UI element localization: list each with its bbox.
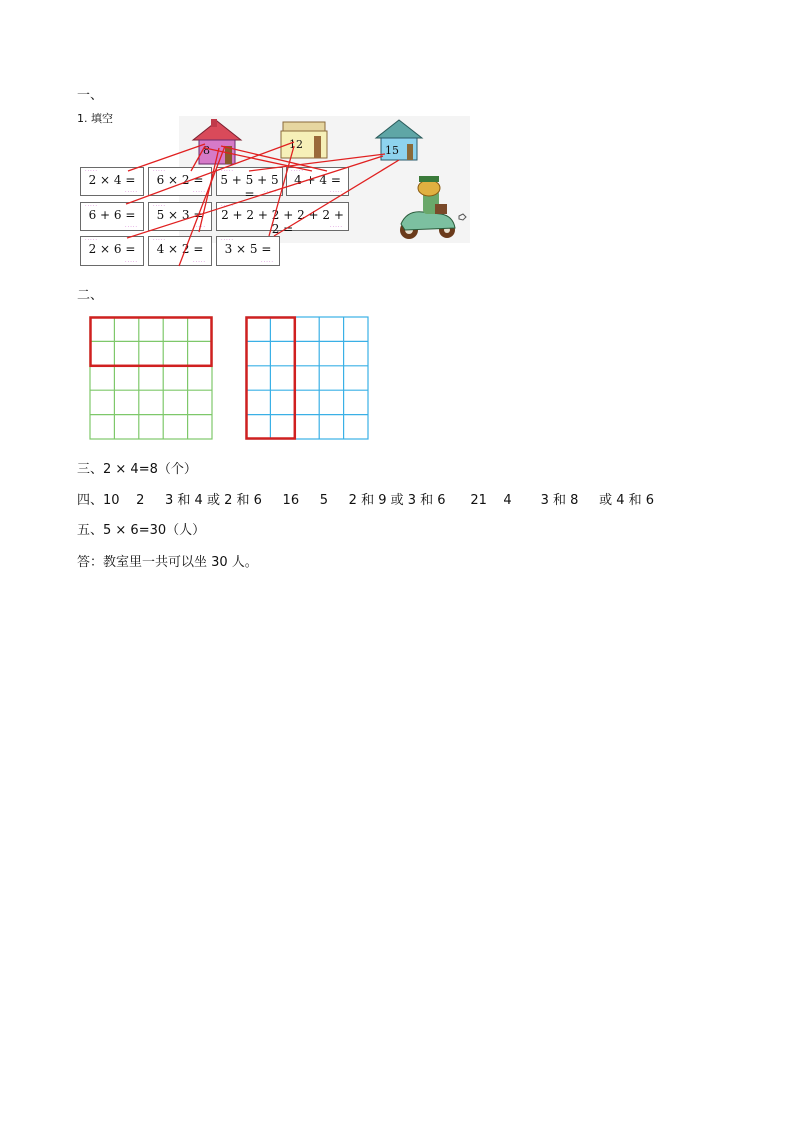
card-expression: 2 + 2 + 2 + 2 + 2 + 2 = [221, 208, 344, 236]
section-3-text: 三、2 × 4=8（个） [77, 462, 197, 477]
card-expression: 3 × 5 = [224, 242, 272, 256]
card-2x4: ····· 2 × 4 = ····· [80, 167, 144, 196]
card-expression: 2 × 6 = [88, 242, 136, 256]
section-1-label: 一、 [77, 88, 104, 103]
card-2x6: ····· 2 × 6 = ····· [80, 236, 144, 266]
card-6+6: ····· 6 + 6 = ····· [80, 202, 144, 231]
house-12-number: 12 [289, 138, 303, 151]
card-5+5+5: ····· 5 + 5 + 5 = ····· [216, 167, 283, 196]
answer-text: 答：教室里一共可以坐 30 人。 [77, 555, 258, 570]
section-5-text: 五、5 × 6=30（人） [77, 523, 206, 538]
section-4-text: 四、10 2 3 和 4 或 2 和 6 16 5 2 和 9 或 3 和 6 21 4 3 和 8 或 4 和 6 [77, 493, 655, 508]
card-4x2: ····· 4 × 2 = ····· [148, 236, 212, 266]
match-line [205, 148, 312, 171]
match-line [191, 146, 205, 171]
section-2-label: 二、 [77, 288, 104, 303]
card-3x5: ····· 3 × 5 = ····· [216, 236, 280, 266]
house-8-number: 8 [203, 144, 210, 157]
card-4+4: ····· 4 + 4 = ····· [286, 167, 349, 196]
card-expression: 5 + 5 + 5 = [220, 173, 279, 201]
match-line [199, 148, 219, 232]
card-expression: 5 × 3 = [156, 208, 204, 222]
match-line [179, 146, 225, 266]
card-expression: 6 × 2 = [156, 173, 204, 187]
match-line [126, 142, 294, 204]
card-6x2: ····· 6 × 2 = ····· [148, 167, 212, 196]
card-expression: 4 + 4 = [294, 173, 341, 187]
card-expression: 2 × 4 = [88, 173, 136, 187]
green-grid [89, 316, 215, 441]
house-15-number: 15 [385, 144, 399, 157]
card-2+2+2+2+2+2: ····· 2 + 2 + 2 + 2 + 2 + 2 = ····· [216, 202, 349, 231]
match-line [127, 156, 383, 238]
matching-lines [79, 116, 470, 266]
matching-exercise [79, 116, 470, 266]
card-expression: 6 + 6 = [88, 208, 136, 222]
blue-grid [245, 316, 371, 441]
section-1-sublabel: 1. 填空 [77, 112, 113, 125]
card-expression: 4 × 2 = [156, 242, 204, 256]
card-5x3: ····· 5 × 3 = ····· [148, 202, 212, 231]
